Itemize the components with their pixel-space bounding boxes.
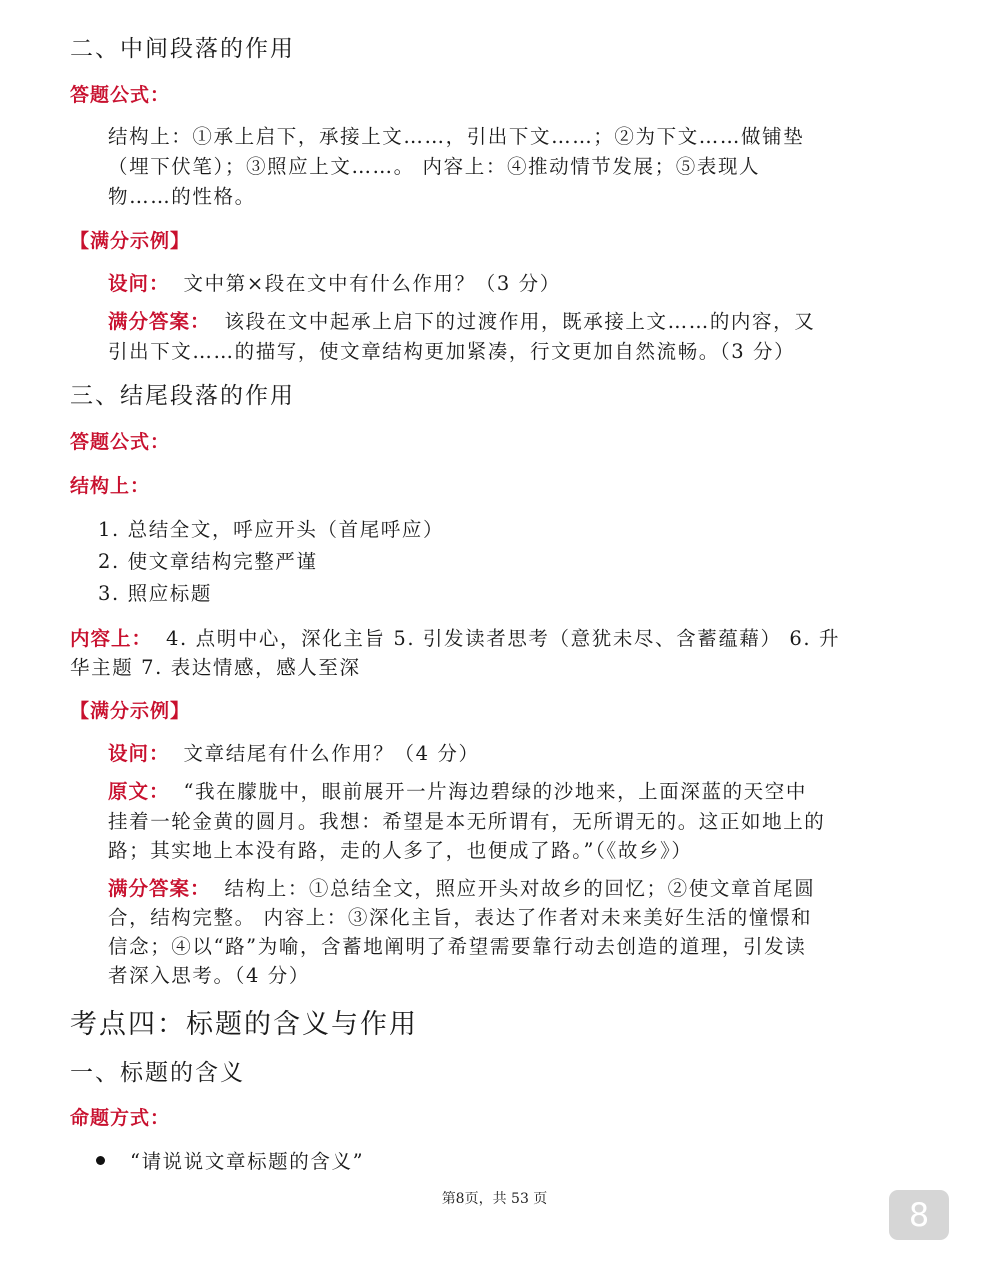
answer-text: 结构上：①总结全文，照应开头对故乡的回忆；②使文章首尾圆 (224, 877, 816, 900)
list-item: 2. 使文章结构完整严谨 (98, 550, 318, 573)
method-label: 命题方式： (70, 1107, 171, 1129)
content-label: 内容上： (70, 627, 153, 650)
source-text: “我在朦胧中，眼前展开一片海边碧绿的沙地来，上面深蓝的天空中 (183, 780, 807, 803)
question-label: 设问： (108, 272, 170, 295)
content-line: 华主题 7. 表达情感，感人至深 (70, 656, 361, 679)
answer-line: 合，结构完整。 内容上：③深化主旨，表达了作者对未来美好生活的憧憬和 (108, 906, 813, 929)
answer-text: 该段在文中起承上启下的过渡作用，既承接上文……的内容，又 (224, 310, 816, 333)
source-line: 路；其实地上本没有路，走的人多了，也便成了路。”（《故乡》） (108, 839, 693, 862)
section-heading-middle-paragraph: 二、中间段落的作用 (70, 36, 295, 62)
answer-label: 满分答案： (108, 877, 211, 900)
answer-line: 者深入思考。（4 分） (108, 964, 310, 987)
question-label: 设问： (108, 742, 170, 765)
list-item: 3. 照应标题 (98, 582, 213, 605)
question-line (108, 268, 561, 296)
bullet-icon (96, 1156, 105, 1165)
formula-line: （埋下伏笔）；③照应上文……。 内容上：④推动情节发展；⑤表现人 (108, 155, 761, 178)
bullet-text: “请说说文章标题的含义” (130, 1150, 365, 1173)
answer-label: 满分答案： (108, 310, 211, 333)
section-heading-ending-paragraph: 三、结尾段落的作用 (70, 383, 295, 409)
page-number-badge: 8 (889, 1190, 949, 1240)
formula-label: 答题公式： (70, 431, 171, 453)
formula-line: 结构上：①承上启下，承接上文……，引出下文……；②为下文……做铺垫 (108, 125, 805, 148)
structure-label: 结构上： (70, 475, 151, 497)
source-line (108, 776, 807, 804)
list-item: 1. 总结全文，呼应开头（首尾呼应） (98, 518, 445, 541)
answer-line (108, 306, 815, 334)
answer-line (108, 873, 815, 901)
page-footer: 第8页，共 53 页 (441, 1191, 548, 1207)
answer-line: 引出下文……的描写，使文章结构更加紧凑，行文更加自然流畅。（3 分） (108, 340, 796, 363)
source-line: 挂着一轮金黄的圆月。我想：希望是本无所谓有，无所谓无的。这正如地上的 (108, 810, 826, 833)
content-text: 4. 点明中心，深化主旨 5. 引发读者思考（意犹未尽、含蓄蕴藉） 6. 升 (166, 627, 841, 650)
formula-label: 答题公式： (70, 84, 171, 106)
topic-heading-title: 考点四：标题的含义与作用 (70, 1009, 418, 1040)
question-text: 文中第×段在文中有什么作用？（3 分） (183, 272, 561, 295)
source-label: 原文： (108, 780, 170, 803)
example-label: 【满分示例】 (70, 700, 191, 722)
sub-heading-title-meaning: 一、标题的含义 (70, 1060, 245, 1086)
content-line (70, 623, 840, 651)
question-line (108, 738, 480, 766)
answer-line: 信念；④以“路”为喻，含蓄地阐明了希望需要靠行动去创造的道理，引发读 (108, 935, 807, 958)
example-label: 【满分示例】 (70, 230, 191, 252)
question-text: 文章结尾有什么作用？（4 分） (183, 742, 480, 765)
formula-line: 物……的性格。 (108, 185, 256, 208)
